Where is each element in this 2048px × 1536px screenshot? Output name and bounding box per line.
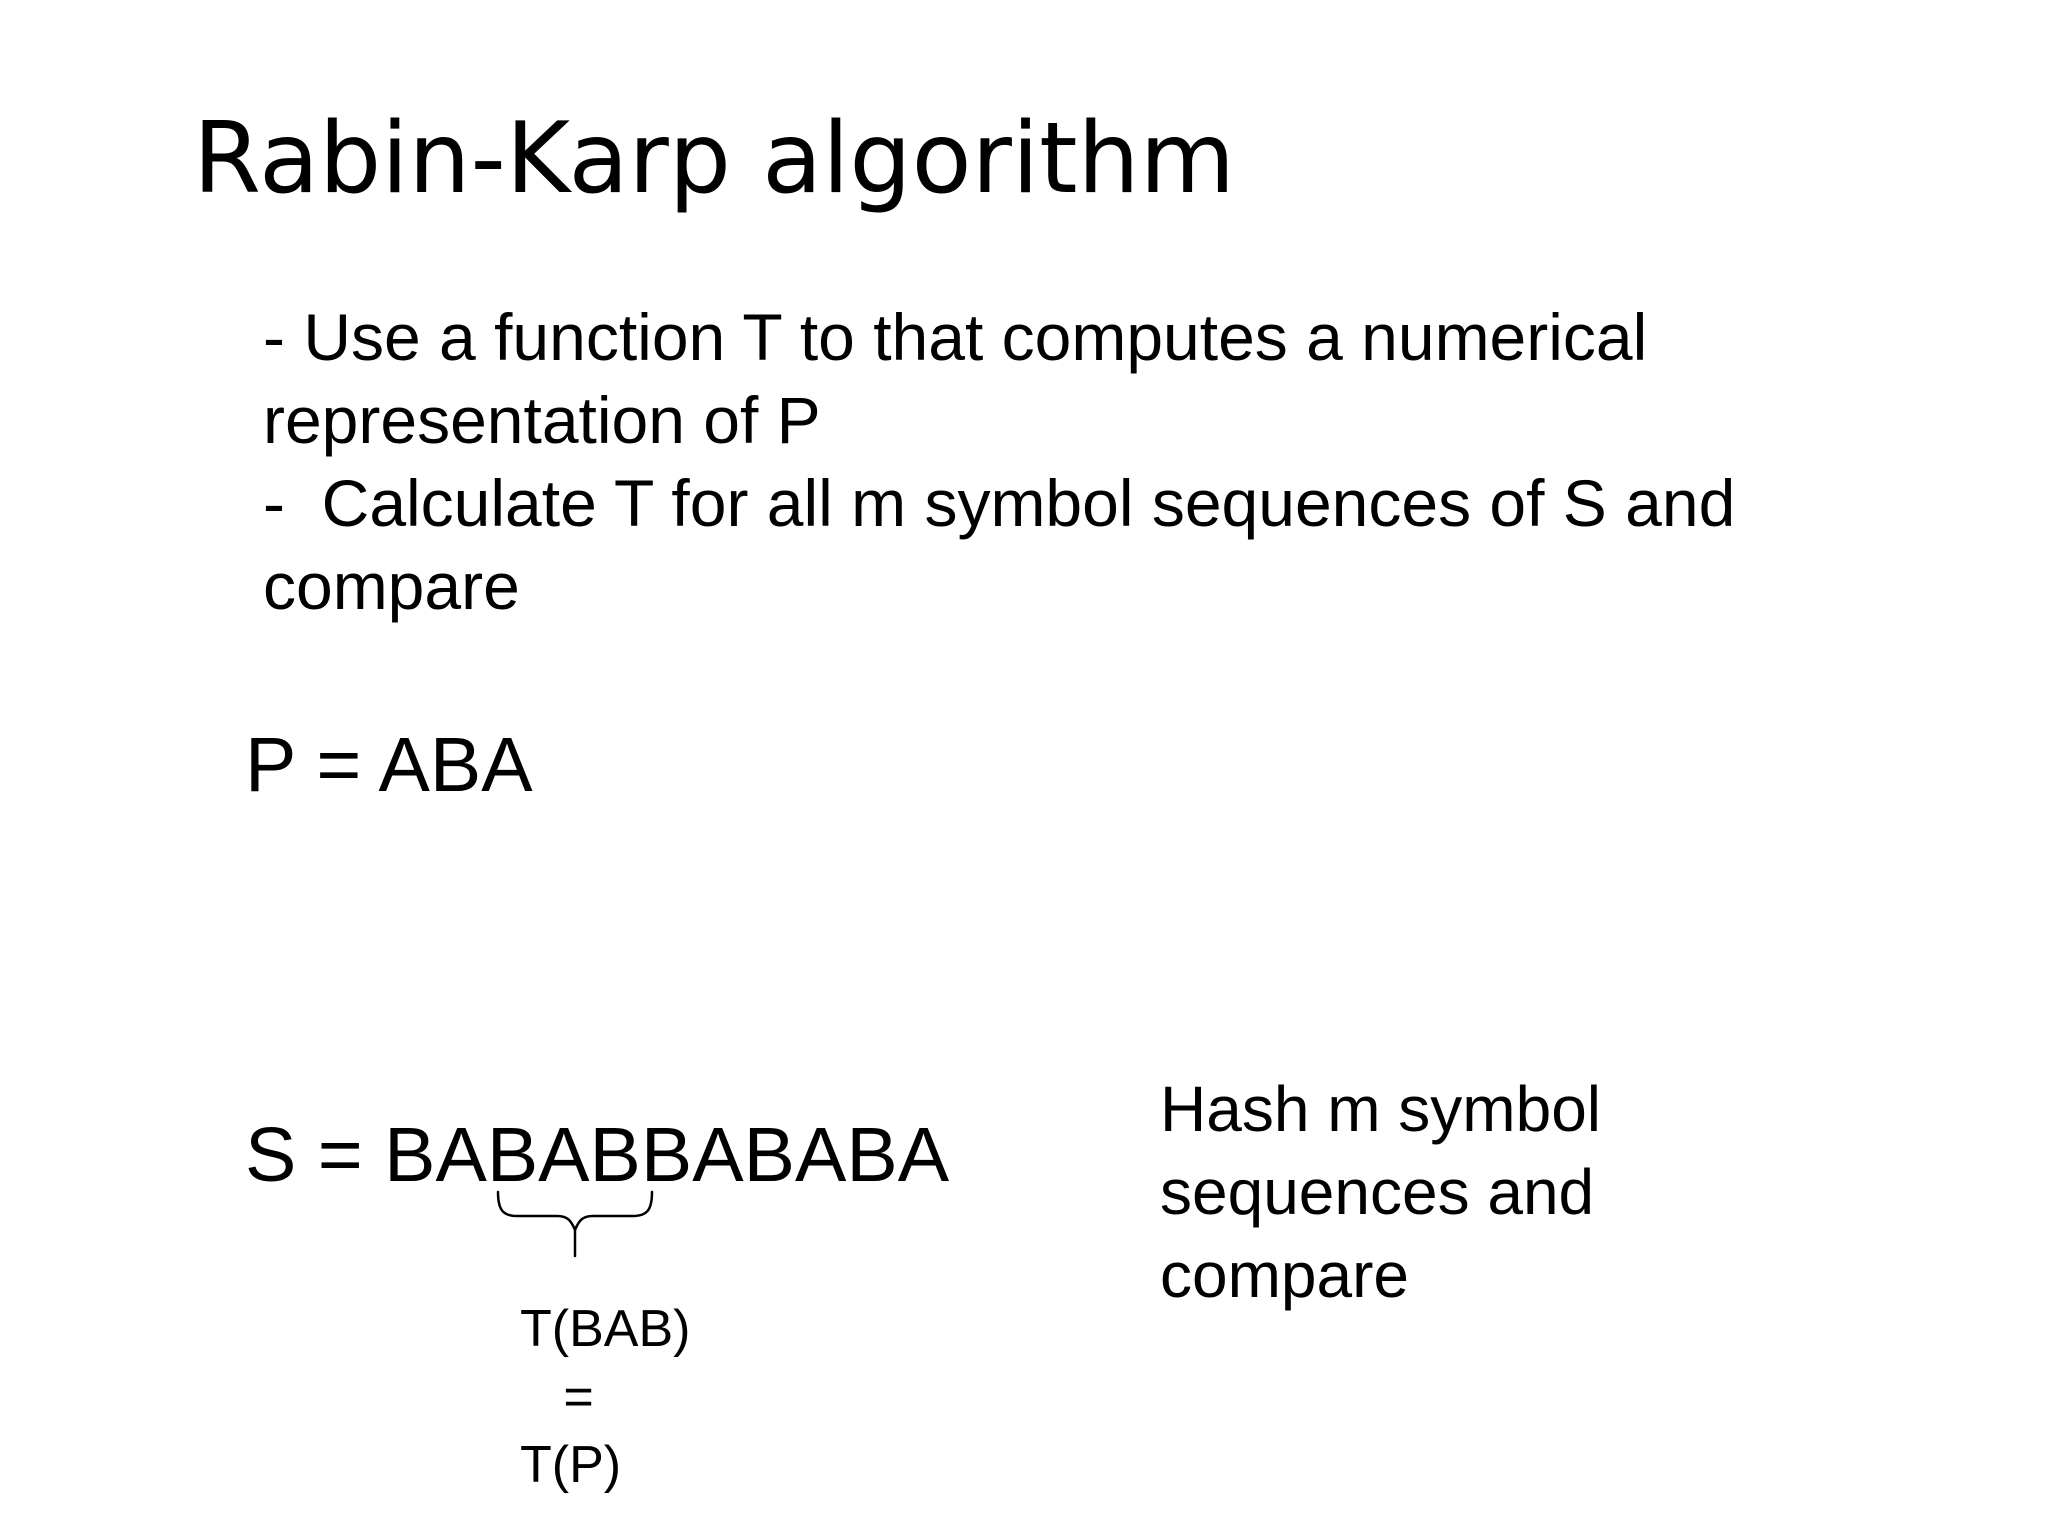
side-note-line: compare (1160, 1239, 1409, 1311)
annotation-line: = (520, 1368, 594, 1426)
bullet-line: - Calculate T for all m symbol sequences of S and (263, 466, 1736, 540)
bullet-list (263, 296, 1883, 628)
curly-brace-icon (495, 1188, 657, 1260)
annotation-line: T(BAB) (520, 1300, 691, 1358)
side-note-line: sequences and (1160, 1156, 1595, 1228)
hash-equality-annotation (520, 1295, 690, 1499)
bullet-line: representation of P (263, 383, 821, 457)
side-note-line: Hash m symbol (1160, 1073, 1601, 1145)
bullet-line: compare (263, 549, 520, 623)
slide-title: Rabin-Karp algorithm (193, 102, 1236, 216)
bullet-line: - Use a function T to that computes a numerical (263, 300, 1648, 374)
annotation-line: T(P) (520, 1436, 622, 1494)
pattern-definition: P = ABA (245, 722, 533, 808)
side-note (1160, 1068, 1680, 1317)
string-definition: S = BABABBABABA (245, 1112, 950, 1198)
